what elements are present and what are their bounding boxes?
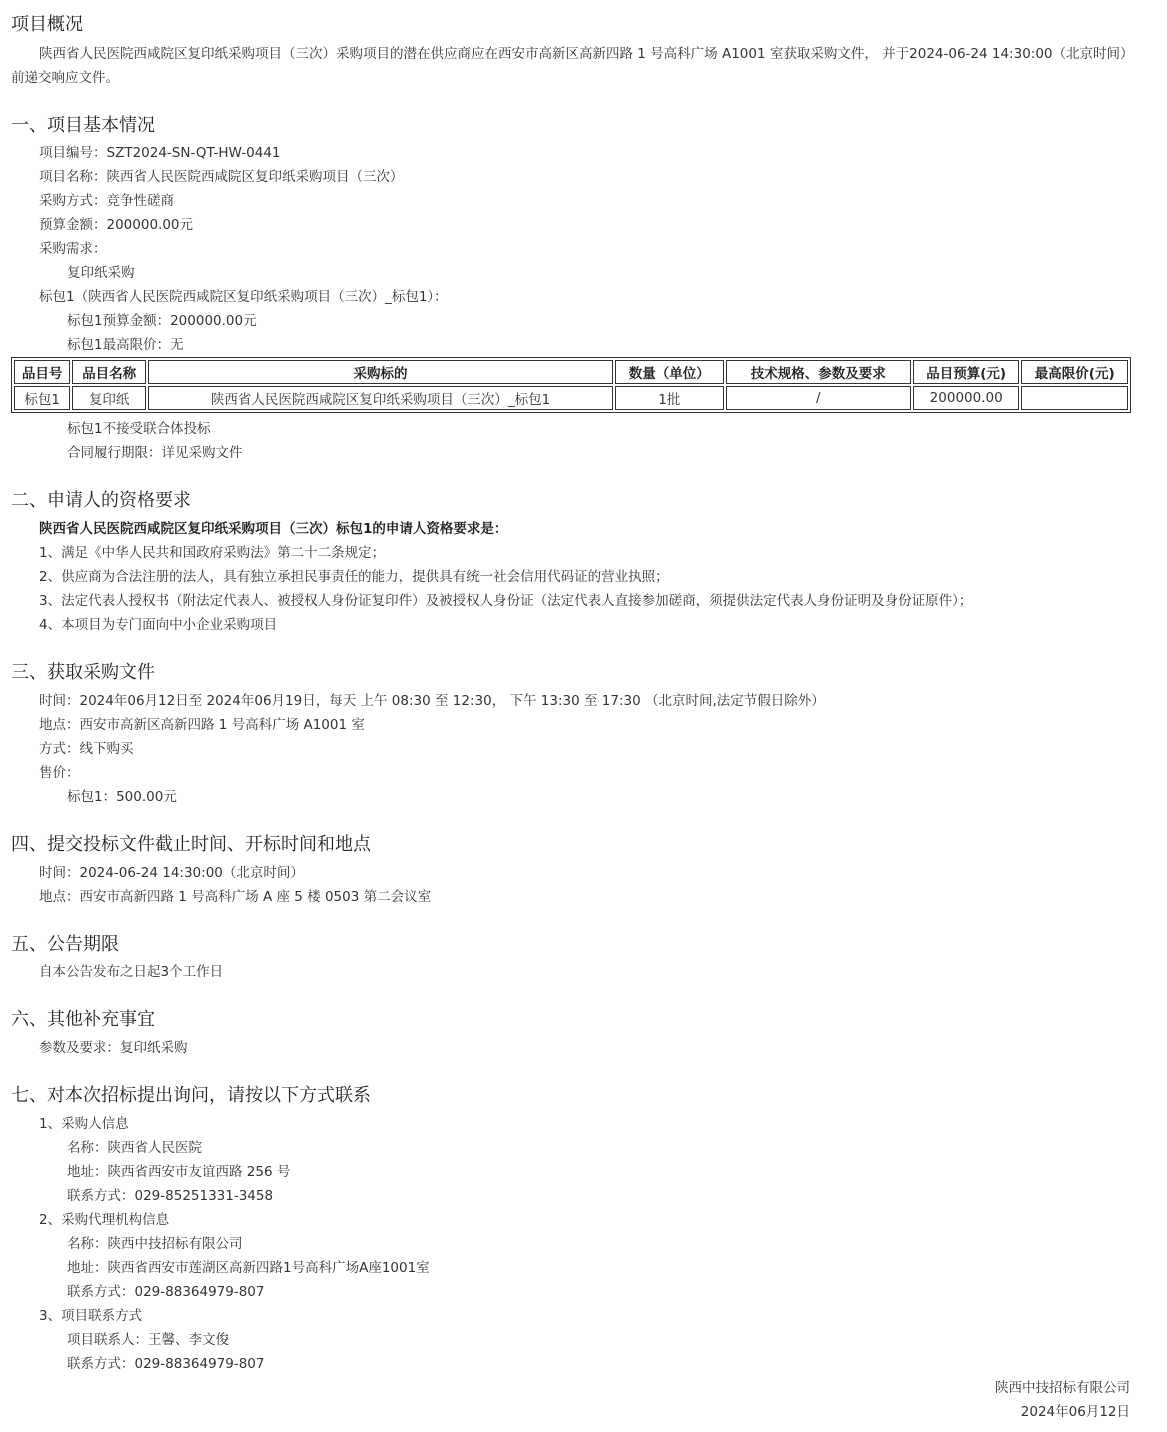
footer-company: 陕西中技招标有限公司	[995, 1380, 1130, 1396]
table-header-cell: 最高限价(元)	[1021, 360, 1128, 384]
qualification-item: 1、满足《中华人民共和国政府采购法》第二十二条规定；	[39, 545, 386, 561]
agent-info-label: 2、采购代理机构信息	[39, 1212, 170, 1228]
overview-text: 陕西省人民医院西咸院区复印纸采购项目（三次）采购项目的潜在供应商应在西安市高新区高新四路 1 号高科广场 A1001 室获取采购文件， 并于2024-06-24 14:30:00（北京时间）前递交响应文件。	[11, 46, 1127, 86]
section5-heading: 五、公告期限	[11, 934, 119, 955]
demand-value: 复印纸采购	[67, 265, 135, 281]
section2-heading: 二、申请人的资格要求	[11, 490, 191, 511]
demand-label: 采购需求：	[39, 241, 107, 257]
table-cell: 1批	[615, 386, 724, 410]
agent-contact: 联系方式：029-88364979-807	[67, 1284, 265, 1300]
contract-period: 合同履行期限：详见采购文件	[67, 445, 243, 461]
section7-heading: 七、对本次招标提出询问，请按以下方式联系	[11, 1085, 371, 1106]
buyer-address: 地址：陕西省西安市友谊西路 256 号	[67, 1164, 291, 1180]
announcement-period: 自本公告发布之日起3个工作日	[39, 964, 224, 980]
project-contact-person: 项目联系人：王馨、李文俊	[67, 1332, 229, 1348]
table-cell: 陕西省人民医院西咸院区复印纸采购项目（三次）_标包1	[148, 386, 613, 410]
section3-heading: 三、获取采购文件	[11, 662, 155, 683]
lot-max-price: 标包1最高限价：无	[67, 337, 184, 353]
table-header-cell: 采购标的	[148, 360, 613, 384]
document-obtain-time: 时间：2024年06月12日至 2024年06月19日，每天 上午 08:30 至 12:30， 下午 13:30 至 17:30 （北京时间,法定节假日除外）	[39, 693, 825, 709]
table-header-cell: 品目预算(元)	[913, 360, 1020, 384]
document-price-value: 标包1：500.00元	[67, 789, 177, 805]
table-header-cell: 品目名称	[72, 360, 146, 384]
section1-heading: 一、项目基本情况	[11, 115, 155, 136]
document-obtain-way: 方式：线下购买	[39, 741, 134, 757]
section6-heading: 六、其他补充事宜	[11, 1009, 155, 1030]
agent-address: 地址：陕西省西安市莲湖区高新四路1号高科广场A座1001室	[67, 1260, 430, 1276]
deadline-time: 时间：2024-06-24 14:30:00（北京时间）	[39, 865, 304, 881]
budget-amount: 预算金额：200000.00元	[39, 217, 194, 233]
footer-date: 2024年06月12日	[1020, 1404, 1130, 1420]
qualification-item: 2、供应商为合法注册的法人，具有独立承担民事责任的能力，提供具有统一社会信用代码证的营业执照；	[39, 569, 669, 585]
table-cell	[1021, 386, 1128, 410]
document-price-label: 售价：	[39, 765, 80, 781]
document-obtain-place: 地点：西安市高新区高新四路 1 号高科广场 A1001 室	[39, 717, 365, 733]
buyer-info-label: 1、采购人信息	[39, 1116, 129, 1132]
project-name: 项目名称：陕西省人民医院西咸院区复印纸采购项目（三次）	[39, 169, 404, 185]
qualification-item: 3、法定代表人授权书（附法定代表人、被授权人身份证复印件）及被授权人身份证（法定代表人直接参加磋商，须提供法定代表人身份证明及身份证原件）；	[39, 593, 973, 609]
procurement-method: 采购方式：竞争性磋商	[39, 193, 174, 209]
agent-name: 名称：陕西中技招标有限公司	[67, 1236, 243, 1252]
overview-paragraph	[11, 42, 1133, 90]
table-cell: /	[726, 386, 911, 410]
buyer-contact: 联系方式：029-85251331-3458	[67, 1188, 274, 1204]
opening-place: 地点：西安市高新四路 1 号高科广场 A 座 5 楼 0503 第二会议室	[39, 889, 432, 905]
table-cell: 标包1	[14, 386, 70, 410]
buyer-name: 名称：陕西省人民医院	[67, 1140, 202, 1156]
supplementary-text: 参数及要求：复印纸采购	[39, 1040, 188, 1056]
table-cell: 复印纸	[72, 386, 146, 410]
section4-heading: 四、提交投标文件截止时间、开标时间和地点	[11, 834, 371, 855]
table-header-row	[14, 360, 1128, 384]
table-cell: 200000.00	[913, 386, 1020, 410]
table-header-cell: 品目号	[14, 360, 70, 384]
table-row	[14, 386, 1128, 410]
overview-heading: 项目概况	[11, 14, 83, 35]
table-header-cell: 技术规格、参数及要求	[726, 360, 911, 384]
project-contact-phone: 联系方式：029-88364979-807	[67, 1356, 265, 1372]
no-consortium-note: 标包1不接受联合体投标	[67, 421, 211, 437]
lot-label: 标包1（陕西省人民医院西咸院区复印纸采购项目（三次）_标包1）：	[39, 289, 448, 305]
project-contact-label: 3、项目联系方式	[39, 1308, 143, 1324]
project-number: 项目编号：SZT2024-SN-QT-HW-0441	[39, 145, 281, 161]
lot-table	[11, 357, 1131, 413]
qualification-intro: 陕西省人民医院西咸院区复印纸采购项目（三次）标包1的申请人资格要求是：	[39, 521, 508, 537]
lot-budget: 标包1预算金额：200000.00元	[67, 313, 257, 329]
qualification-item: 4、本项目为专门面向中小企业采购项目	[39, 617, 278, 633]
table-header-cell: 数量（单位）	[615, 360, 724, 384]
